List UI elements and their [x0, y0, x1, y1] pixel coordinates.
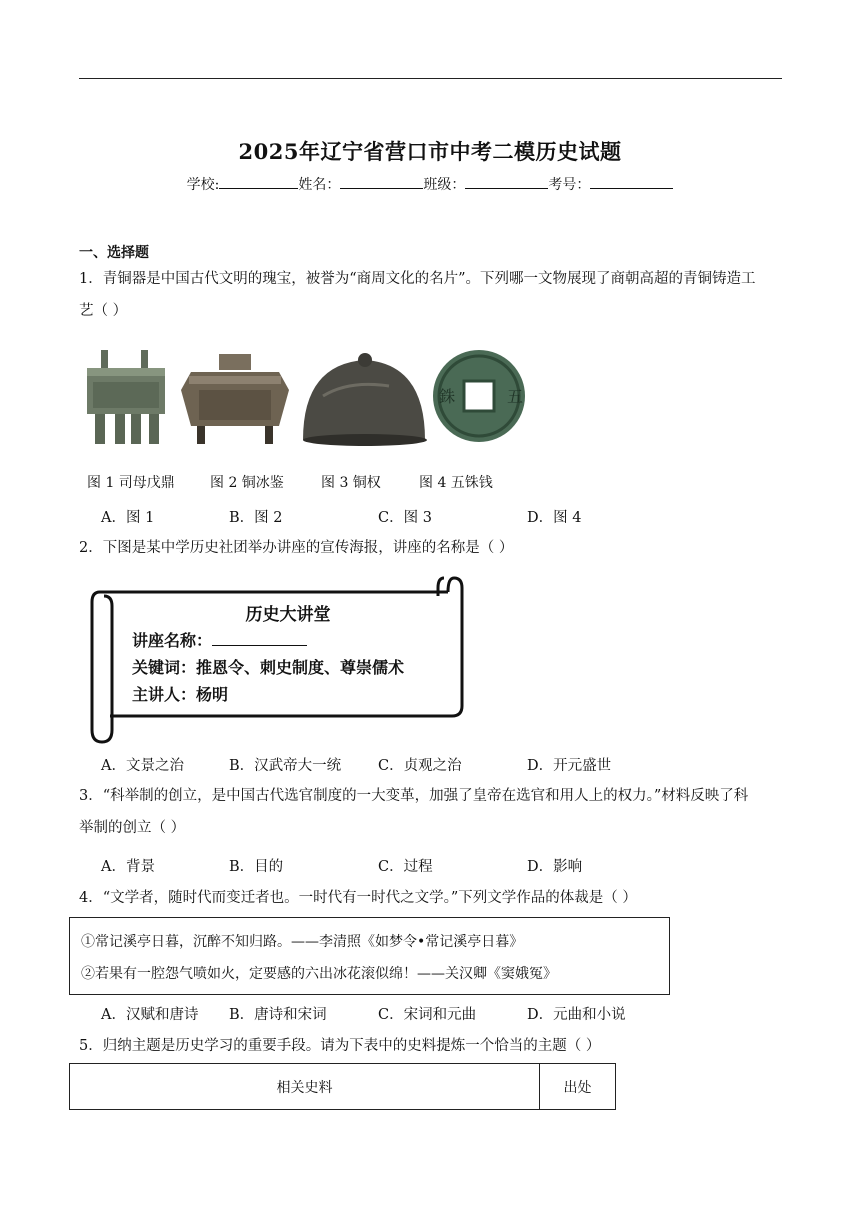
coin-character-wu: 五 — [507, 387, 524, 406]
question-1-stem: 1．青铜器是中国古代文明的瑰宝，被誉为“商周文化的名片”。下列哪一文物展现了商朝高超的青铜铸造工 艺（ ） — [79, 271, 756, 319]
exam-number-label: 考号： — [548, 177, 591, 193]
question-4-stem: 4．“文学者，随时代而变迁者也。一时代有一时代之文学。”下列文学作品的体裁是（ ） — [79, 890, 637, 906]
coin-character-zhu: 銖 — [439, 387, 456, 406]
option-d[interactable]: D．影响 — [527, 859, 583, 875]
name-blank — [340, 176, 423, 189]
material-item-1: ①常记溪亭日暮，沉醉不知归路。——李清照《如梦令•常记溪亭日暮》 — [81, 934, 524, 950]
option-c[interactable]: C．图 3 — [378, 510, 432, 526]
header-provenance: 出处 — [540, 1064, 616, 1110]
material-item-2: ②若果有一腔怨气喷如火，定要感的六出冰花滚似绵！——关汉卿《窦娥冤》 — [81, 966, 557, 982]
ding-image — [87, 350, 165, 444]
page-title: 2025年辽宁省营口市中考二模历史试题 — [238, 139, 622, 164]
option-d[interactable]: D．元曲和小说 — [527, 1007, 626, 1023]
question-2-stem: 2．下图是某中学历史社团举办讲座的宣传海报，讲座的名称是（ ） — [79, 540, 514, 556]
exam-number-blank — [590, 176, 673, 189]
student-info-line — [0, 174, 860, 194]
wuzhu-coin-image — [433, 350, 525, 442]
header-rule — [79, 78, 782, 79]
header-source-material: 相关史料 — [70, 1064, 540, 1110]
school-label: 学校: — [186, 177, 220, 193]
option-c[interactable]: C．过程 — [378, 859, 433, 875]
option-d[interactable]: D．图 4 — [527, 510, 582, 526]
option-a[interactable]: A．图 1 — [101, 510, 155, 526]
option-b[interactable]: B．目的 — [229, 859, 284, 875]
caption-3: 图 3 铜权 — [321, 475, 381, 491]
option-a[interactable]: A．汉赋和唐诗 — [101, 1007, 199, 1023]
option-a[interactable]: A．文景之治 — [101, 758, 184, 774]
option-b[interactable]: B．唐诗和宋词 — [229, 1007, 327, 1023]
caption-2: 图 2 铜冰鉴 — [210, 475, 284, 491]
option-a[interactable]: A．背景 — [101, 859, 155, 875]
question-4-material-box — [69, 917, 670, 995]
option-c[interactable]: C．贞观之治 — [378, 758, 462, 774]
name-label: 姓名： — [298, 177, 341, 193]
option-b[interactable]: B．图 2 — [229, 510, 283, 526]
question-3-stem: 3．“科举制的创立，是中国古代选官制度的一大变革，加强了皇帝在选官和用人上的权力。”材料反映了科 举制的创立（ ） — [79, 788, 749, 836]
poster-heading: 历史大讲堂 — [245, 605, 331, 625]
q1-artifact-images — [79, 346, 539, 456]
class-blank — [465, 176, 548, 189]
option-b[interactable]: B．汉武帝大一统 — [229, 758, 342, 774]
poster-lecture-name: 讲座名称： — [132, 628, 307, 651]
question-5-table — [69, 1063, 616, 1110]
lecture-poster — [88, 570, 468, 748]
poster-keywords: 关键词：推恩令、刺史制度、尊崇儒术 — [132, 658, 405, 677]
section-heading: 一、选择题 — [79, 245, 149, 261]
bingjian-image — [181, 354, 289, 444]
poster-name-blank — [212, 632, 307, 646]
quan-weight-image — [303, 353, 427, 446]
class-label: 班级： — [423, 177, 466, 193]
question-5-stem: 5．归纳主题是历史学习的重要手段。请为下表中的史料提炼一个恰当的主题（ ） — [79, 1038, 601, 1054]
option-d[interactable]: D．开元盛世 — [527, 758, 612, 774]
caption-1: 图 1 司母戊鼎 — [87, 475, 175, 491]
school-blank — [219, 176, 298, 189]
option-c[interactable]: C．宋词和元曲 — [378, 1007, 477, 1023]
poster-speaker: 主讲人：杨明 — [132, 685, 229, 704]
table-header-row — [70, 1064, 616, 1110]
caption-4: 图 4 五铢钱 — [419, 475, 493, 491]
